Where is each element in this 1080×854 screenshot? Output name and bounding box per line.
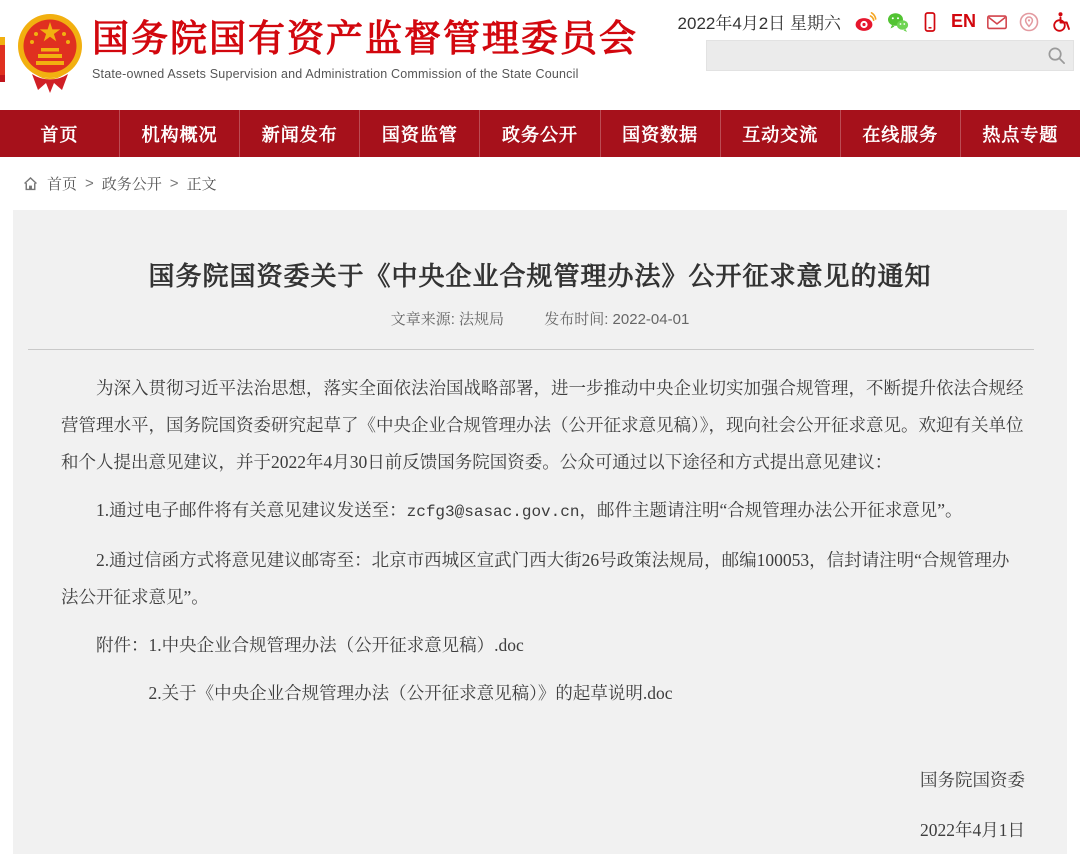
article-signature (61, 762, 1025, 849)
accessibility-icon[interactable] (1050, 11, 1072, 33)
attachment-doc-1[interactable]: 1.中央企业合规管理办法（公开征求意见稿）.doc (148, 635, 524, 655)
article-body (13, 370, 1067, 849)
site-title: 国务院国有资产监督管理委员会 (92, 18, 638, 59)
nav-item-home[interactable]: 首页 (0, 110, 120, 157)
breadcrumb-separator: > (169, 175, 179, 192)
header-utility-row (678, 9, 1072, 34)
site-header (0, 0, 1080, 110)
signature-date: 2022年4月1日 (920, 820, 1025, 840)
wechat-icon[interactable] (887, 11, 909, 33)
breadcrumb (0, 157, 1080, 210)
edge-emblem-fragment (0, 37, 5, 82)
breadcrumb-disclosure[interactable]: 政务公开 (101, 176, 162, 193)
article-meta (13, 308, 1067, 329)
article-container (13, 210, 1067, 854)
home-icon (22, 175, 39, 192)
mail-icon[interactable] (986, 11, 1008, 33)
nav-item-services[interactable]: 在线服务 (841, 110, 961, 157)
lang-en-link[interactable]: EN (950, 11, 976, 31)
breadcrumb-separator: > (85, 175, 94, 192)
paragraph-email-before: 1.通过电子邮件将有关意见建议发送至： (96, 500, 407, 520)
email-address-link[interactable]: zcfg3@sasac.gov.cn (406, 503, 580, 521)
meta-divider (28, 349, 1034, 350)
main-nav (0, 110, 1080, 157)
paragraph-intro: 为深入贯彻习近平法治思想，落实全面依法治国战略部署，进一步推动中央企业切实加强合规管理，不断提升依法合规经营管理水平，国务院国资委研究起草了《中央企业合规管理办法（公开征求意见稿）》，现向社会公开征求意见。欢迎有关单位和个人提出意见建议，并于2022年4月30日前反馈国务院国资委。公众可通过以下途径和方式提出意见建议： (61, 378, 1024, 472)
article-publish-time: 发布时间: 2022-04-01 (544, 311, 690, 328)
paragraph-email-after: ，邮件主题请注明“合规管理办法公开征求意见”。 (579, 500, 963, 520)
search-icon (1047, 46, 1066, 65)
search-input[interactable] (707, 41, 1039, 70)
breadcrumb-home[interactable]: 首页 (47, 176, 78, 193)
nav-item-disclosure[interactable]: 政务公开 (480, 110, 600, 157)
attachment-label: 附件： (96, 635, 149, 655)
nav-item-news[interactable]: 新闻发布 (240, 110, 360, 157)
article-source: 文章来源: 法规局 (390, 311, 505, 328)
article-title: 国务院国资委关于《中央企业合规管理办法》公开征求意见的通知 (148, 261, 932, 291)
attachment-doc-2[interactable]: 2.关于《中央企业合规管理办法（公开征求意见稿）》的起草说明.doc (148, 683, 673, 703)
signature-org: 国务院国资委 (920, 770, 1025, 790)
site-subtitle: State-owned Assets Supervision and Administration Commission of the State Council (92, 67, 579, 81)
breadcrumb-current: 正文 (186, 176, 217, 193)
national-emblem-logo (16, 8, 84, 100)
nav-item-topics[interactable]: 热点专题 (982, 124, 1059, 145)
attachment-line-2 (61, 675, 1025, 712)
weibo-icon[interactable] (855, 11, 877, 33)
mobile-icon[interactable] (919, 11, 941, 33)
national-emblem-icon (16, 8, 84, 100)
search-bar (706, 40, 1074, 71)
site-ident (92, 18, 638, 81)
nav-item-about[interactable]: 机构概况 (120, 110, 240, 157)
nav-item-supervision[interactable]: 国资监管 (360, 110, 480, 157)
paragraph-email-channel (61, 492, 1025, 531)
paragraph-mail-channel: 2.通过信函方式将意见建议邮寄至：北京市西城区宣武门西大街26号政策法规局，邮编100053，信封请注明“合规管理办法公开征求意见”。 (61, 550, 1010, 607)
search-button[interactable] (1039, 41, 1073, 70)
attachment-line-1 (61, 627, 1025, 664)
nav-item-interaction[interactable]: 互动交流 (721, 110, 841, 157)
current-date: 2022年4月2日 星期六 (677, 14, 841, 33)
nav-item-data[interactable]: 国资数据 (601, 110, 721, 157)
location-icon[interactable] (1018, 11, 1040, 33)
